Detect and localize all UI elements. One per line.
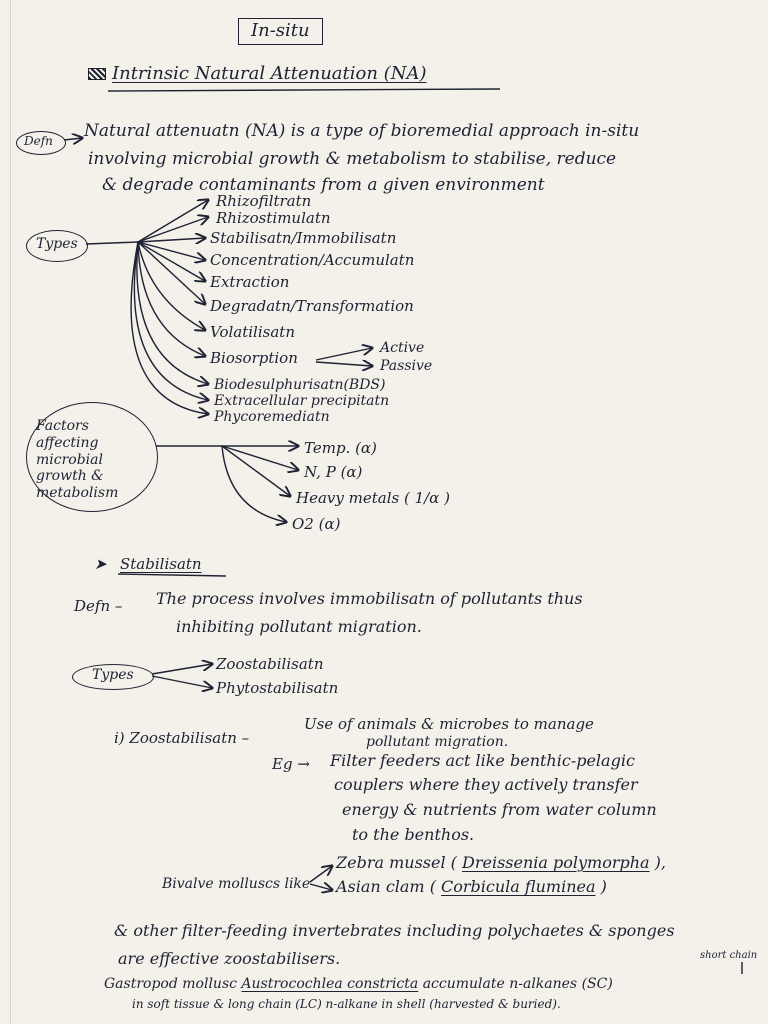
- types-label: Types: [36, 236, 78, 252]
- stabilisation-defn-line: The process involves immobilisatn of pollutants thus: [156, 589, 583, 608]
- stabilisation-heading: Stabilisatn: [120, 555, 202, 573]
- type-item: Extracellular precipitatn: [214, 393, 390, 409]
- factor-item: N, P (α): [304, 463, 363, 481]
- factors-label: Factors affecting microbial growth & metabolism: [36, 418, 119, 502]
- type-item: Biodesulphurisatn(BDS): [214, 377, 386, 393]
- factor-item: Heavy metals ( 1/α ): [296, 489, 450, 507]
- definition-line-2: involving microbial growth & metabolism to stabilise, reduce: [88, 149, 617, 169]
- stab-type-item: Phytostabilisatn: [216, 679, 339, 697]
- margin-line: [10, 0, 11, 1024]
- type-item: Extraction: [210, 273, 290, 291]
- type-item: Rhizostimulatn: [216, 209, 331, 227]
- bivalve-item: Zebra mussel ( Dreissenia polymorpha ),: [336, 853, 667, 872]
- other-line: are effective zoostabilisers.: [118, 949, 341, 968]
- zoo-label: i) Zoostabilisatn –: [114, 729, 250, 747]
- type-item: Stabilisatn/Immobilisatn: [210, 229, 397, 247]
- definition-line-3: & degrade contaminants from a given environment: [102, 175, 545, 195]
- gastropod-line-2: in soft tissue & long chain (LC) n-alkane in shell (harvested & buried).: [132, 997, 561, 1011]
- stabilisation-defn-line: inhibiting pollutant migration.: [176, 617, 422, 636]
- type-item: Degradatn/Transformation: [210, 297, 414, 315]
- type-item: Rhizofiltratn: [216, 192, 312, 210]
- zoo-eg-line: Filter feeders act like benthic-pelagic: [330, 751, 635, 770]
- page-title: In-situ: [238, 18, 323, 45]
- stabilisation-defn-tag: Defn –: [74, 597, 123, 615]
- bivalve-label: Bivalve molluscs like: [162, 876, 311, 892]
- type-item: Volatilisatn: [210, 323, 295, 341]
- section-heading: Intrinsic Natural Attenuation (NA): [88, 64, 426, 85]
- zoo-eg-label: Eg →: [272, 755, 310, 773]
- short-chain-note: short chain: [700, 950, 758, 961]
- definition-line-1: Natural attenuatn (NA) is a type of bioremedial approach in-situ: [84, 121, 640, 141]
- biosorption-sub: Passive: [380, 358, 433, 374]
- definition-tag: Defn: [24, 134, 53, 148]
- gastropod-line-1: Gastropod mollusc Austrocochlea constricta accumulate n-alkanes (SC): [104, 976, 613, 992]
- zoo-eg-line: couplers where they actively transfer: [334, 775, 638, 794]
- type-item: Biosorption: [210, 349, 298, 367]
- arrow-bullet-icon: ➤: [94, 555, 107, 573]
- factor-item: Temp. (α): [304, 439, 377, 457]
- factor-item: O2 (α): [292, 515, 341, 533]
- stab-types-label: Types: [92, 667, 134, 683]
- type-item: Concentration/Accumulatn: [210, 251, 415, 269]
- bivalve-item: Asian clam ( Corbicula fluminea ): [336, 877, 607, 896]
- biosorption-sub: Active: [380, 340, 425, 356]
- zoo-desc-line: Use of animals & microbes to manage: [304, 715, 594, 733]
- stab-type-item: Zoostabilisatn: [216, 655, 324, 673]
- zoo-desc-line: pollutant migration.: [366, 734, 509, 750]
- bullet-icon: [88, 68, 106, 80]
- zoo-eg-line: energy & nutrients from water column: [342, 800, 657, 819]
- other-line: & other filter-feeding invertebrates including polychaetes & sponges: [114, 921, 675, 940]
- type-item: Phycoremediatn: [214, 409, 330, 425]
- zoo-eg-line: to the benthos.: [352, 825, 475, 844]
